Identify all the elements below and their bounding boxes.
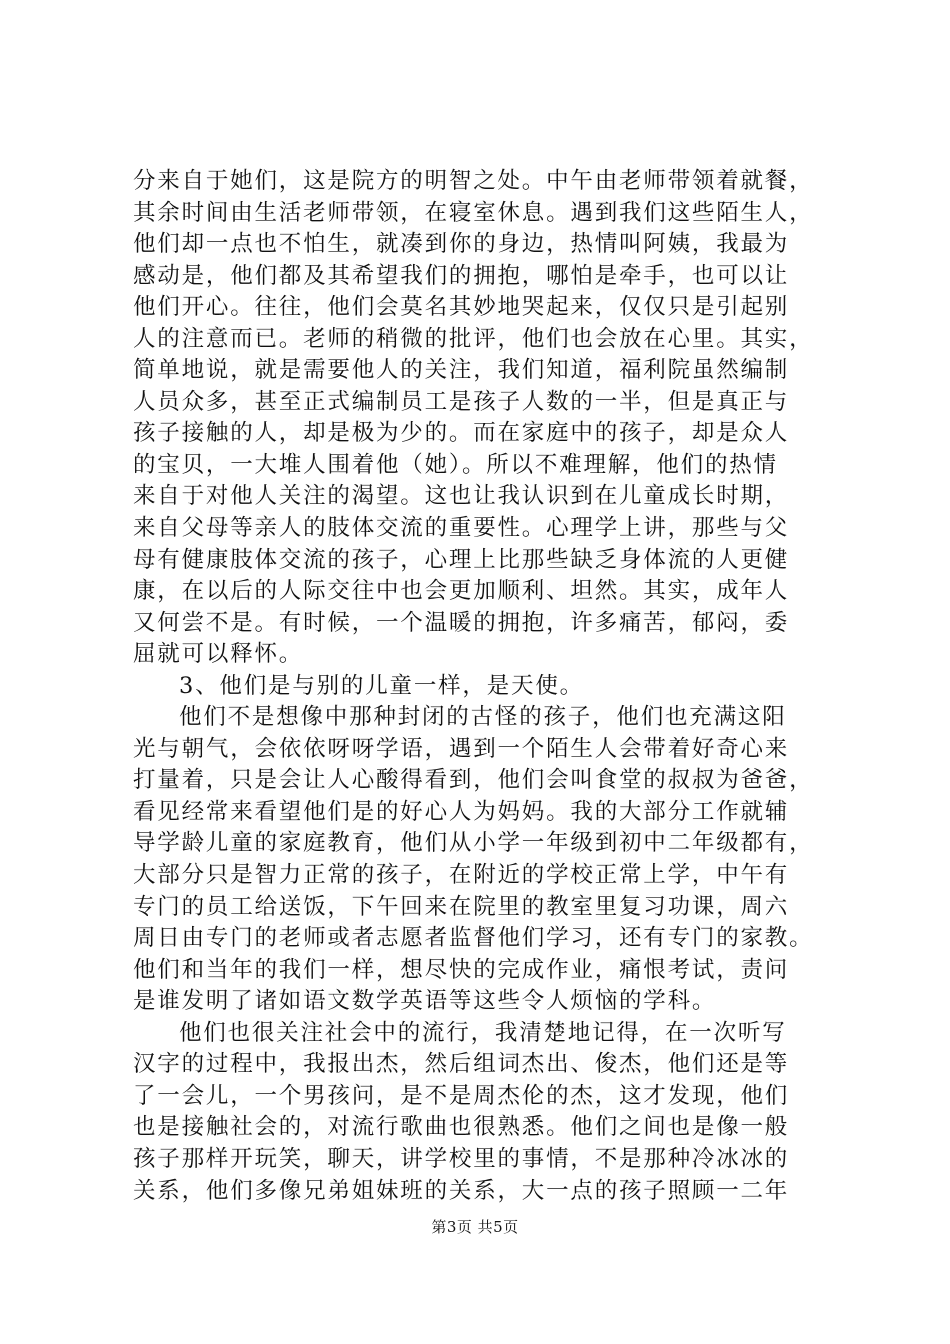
- text-line: 周日由专门的老师或者志愿者监督他们学习，还有专门的家教。: [133, 925, 814, 952]
- text-line: 分来自于她们，这是院方的明智之处。中午由老师带领着就餐，: [133, 168, 814, 194]
- section-heading: 3、他们是与别的儿童一样，是天使。: [179, 672, 584, 699]
- text-line: 来自于对他人关注的渴望。这也让我认识到在儿童成长时期，: [133, 483, 790, 510]
- text-line: 光与朝气，会依依呀呀学语，遇到一个陌生人会带着好奇心来: [133, 735, 790, 762]
- text-line: 他们和当年的我们一样，想尽快的完成作业，痛恨考试，责问: [133, 956, 790, 983]
- text-line: 也是接触社会的，对流行歌曲也很熟悉。他们之间也是像一般: [133, 1114, 790, 1141]
- text-line: 大部分只是智力正常的孩子，在附近的学校正常上学，中午有: [133, 862, 790, 889]
- text-line: 他们却一点也不怕生，就凑到你的身边，热情叫阿姨，我最为: [133, 231, 790, 258]
- body-text: [133, 166, 833, 1207]
- text-line: 母有健康肢体交流的孩子，心理上比那些缺乏身体流的人更健: [133, 546, 790, 573]
- text-line: 看见经常来看望他们是的好心人为妈妈。我的大部分工作就辅: [133, 798, 790, 825]
- text-line: 的宝贝，一大堆人围着他（她）。所以不难理解，他们的热情: [133, 451, 778, 478]
- text-line: 简单地说，就是需要他人的关注，我们知道，福利院虽然编制: [133, 357, 790, 384]
- page-number: 第3页 共5页: [431, 1218, 519, 1236]
- text-line: 孩子接触的人，却是极为少的。而在家庭中的孩子，却是众人: [133, 420, 790, 447]
- text-line: 了一会儿，一个男孩问，是不是周杰伦的杰，这才发现，他们: [133, 1082, 790, 1109]
- text-line: 专门的员工给送饭，下午回来在院里的教室里复习功课，周六: [133, 893, 790, 920]
- text-line: 屈就可以释怀。: [133, 641, 304, 668]
- text-line: 其余时间由生活老师带领，在寝室休息。遇到我们这些陌生人，: [133, 199, 814, 226]
- text-line: 他们开心。往往，他们会莫名其妙地哭起来，仅仅只是引起别: [133, 294, 790, 321]
- page-footer: [0, 1216, 950, 1237]
- text-line: 感动是，他们都及其希望我们的拥抱，哪怕是牵手，也可以让: [133, 262, 790, 289]
- text-line: 康，在以后的人际交往中也会更加顺利、坦然。其实，成年人: [133, 578, 790, 605]
- text-line: 人的注意而已。老师的稍微的批评，他们也会放在心里。其实，: [133, 325, 814, 352]
- text-line: 人员众多，甚至正式编制员工是孩子人数的一半，但是真正与: [133, 388, 790, 415]
- text-line: 又何尝不是。有时候，一个温暖的拥抱，许多痛苦，郁闷，委: [133, 609, 790, 636]
- text-line: 关系，他们多像兄弟姐妹班的关系，大一点的孩子照顾一二年: [133, 1177, 790, 1204]
- text-line: 打量着，只是会让人心酸得看到，他们会叫食堂的叔叔为爸爸，: [133, 767, 814, 794]
- text-line: 来自父母等亲人的肢体交流的重要性。心理学上讲，那些与父: [133, 515, 790, 542]
- text-line: 孩子那样开玩笑，聊天，讲学校里的事情，不是那种冷冰冰的: [133, 1145, 790, 1172]
- text-line: 他们也很关注社会中的流行，我清楚地记得，在一次听写: [179, 1019, 787, 1046]
- text-line: 他们不是想像中那种封闭的古怪的孩子，他们也充满这阳: [179, 704, 787, 731]
- text-line: 导学龄儿童的家庭教育，他们从小学一年级到初中二年级都有，: [133, 830, 814, 857]
- text-line: 是谁发明了诸如语文数学英语等这些令人烦恼的学科。: [133, 988, 717, 1015]
- text-line: 汉字的过程中，我报出杰，然后组词杰出、俊杰，他们还是等: [133, 1051, 790, 1078]
